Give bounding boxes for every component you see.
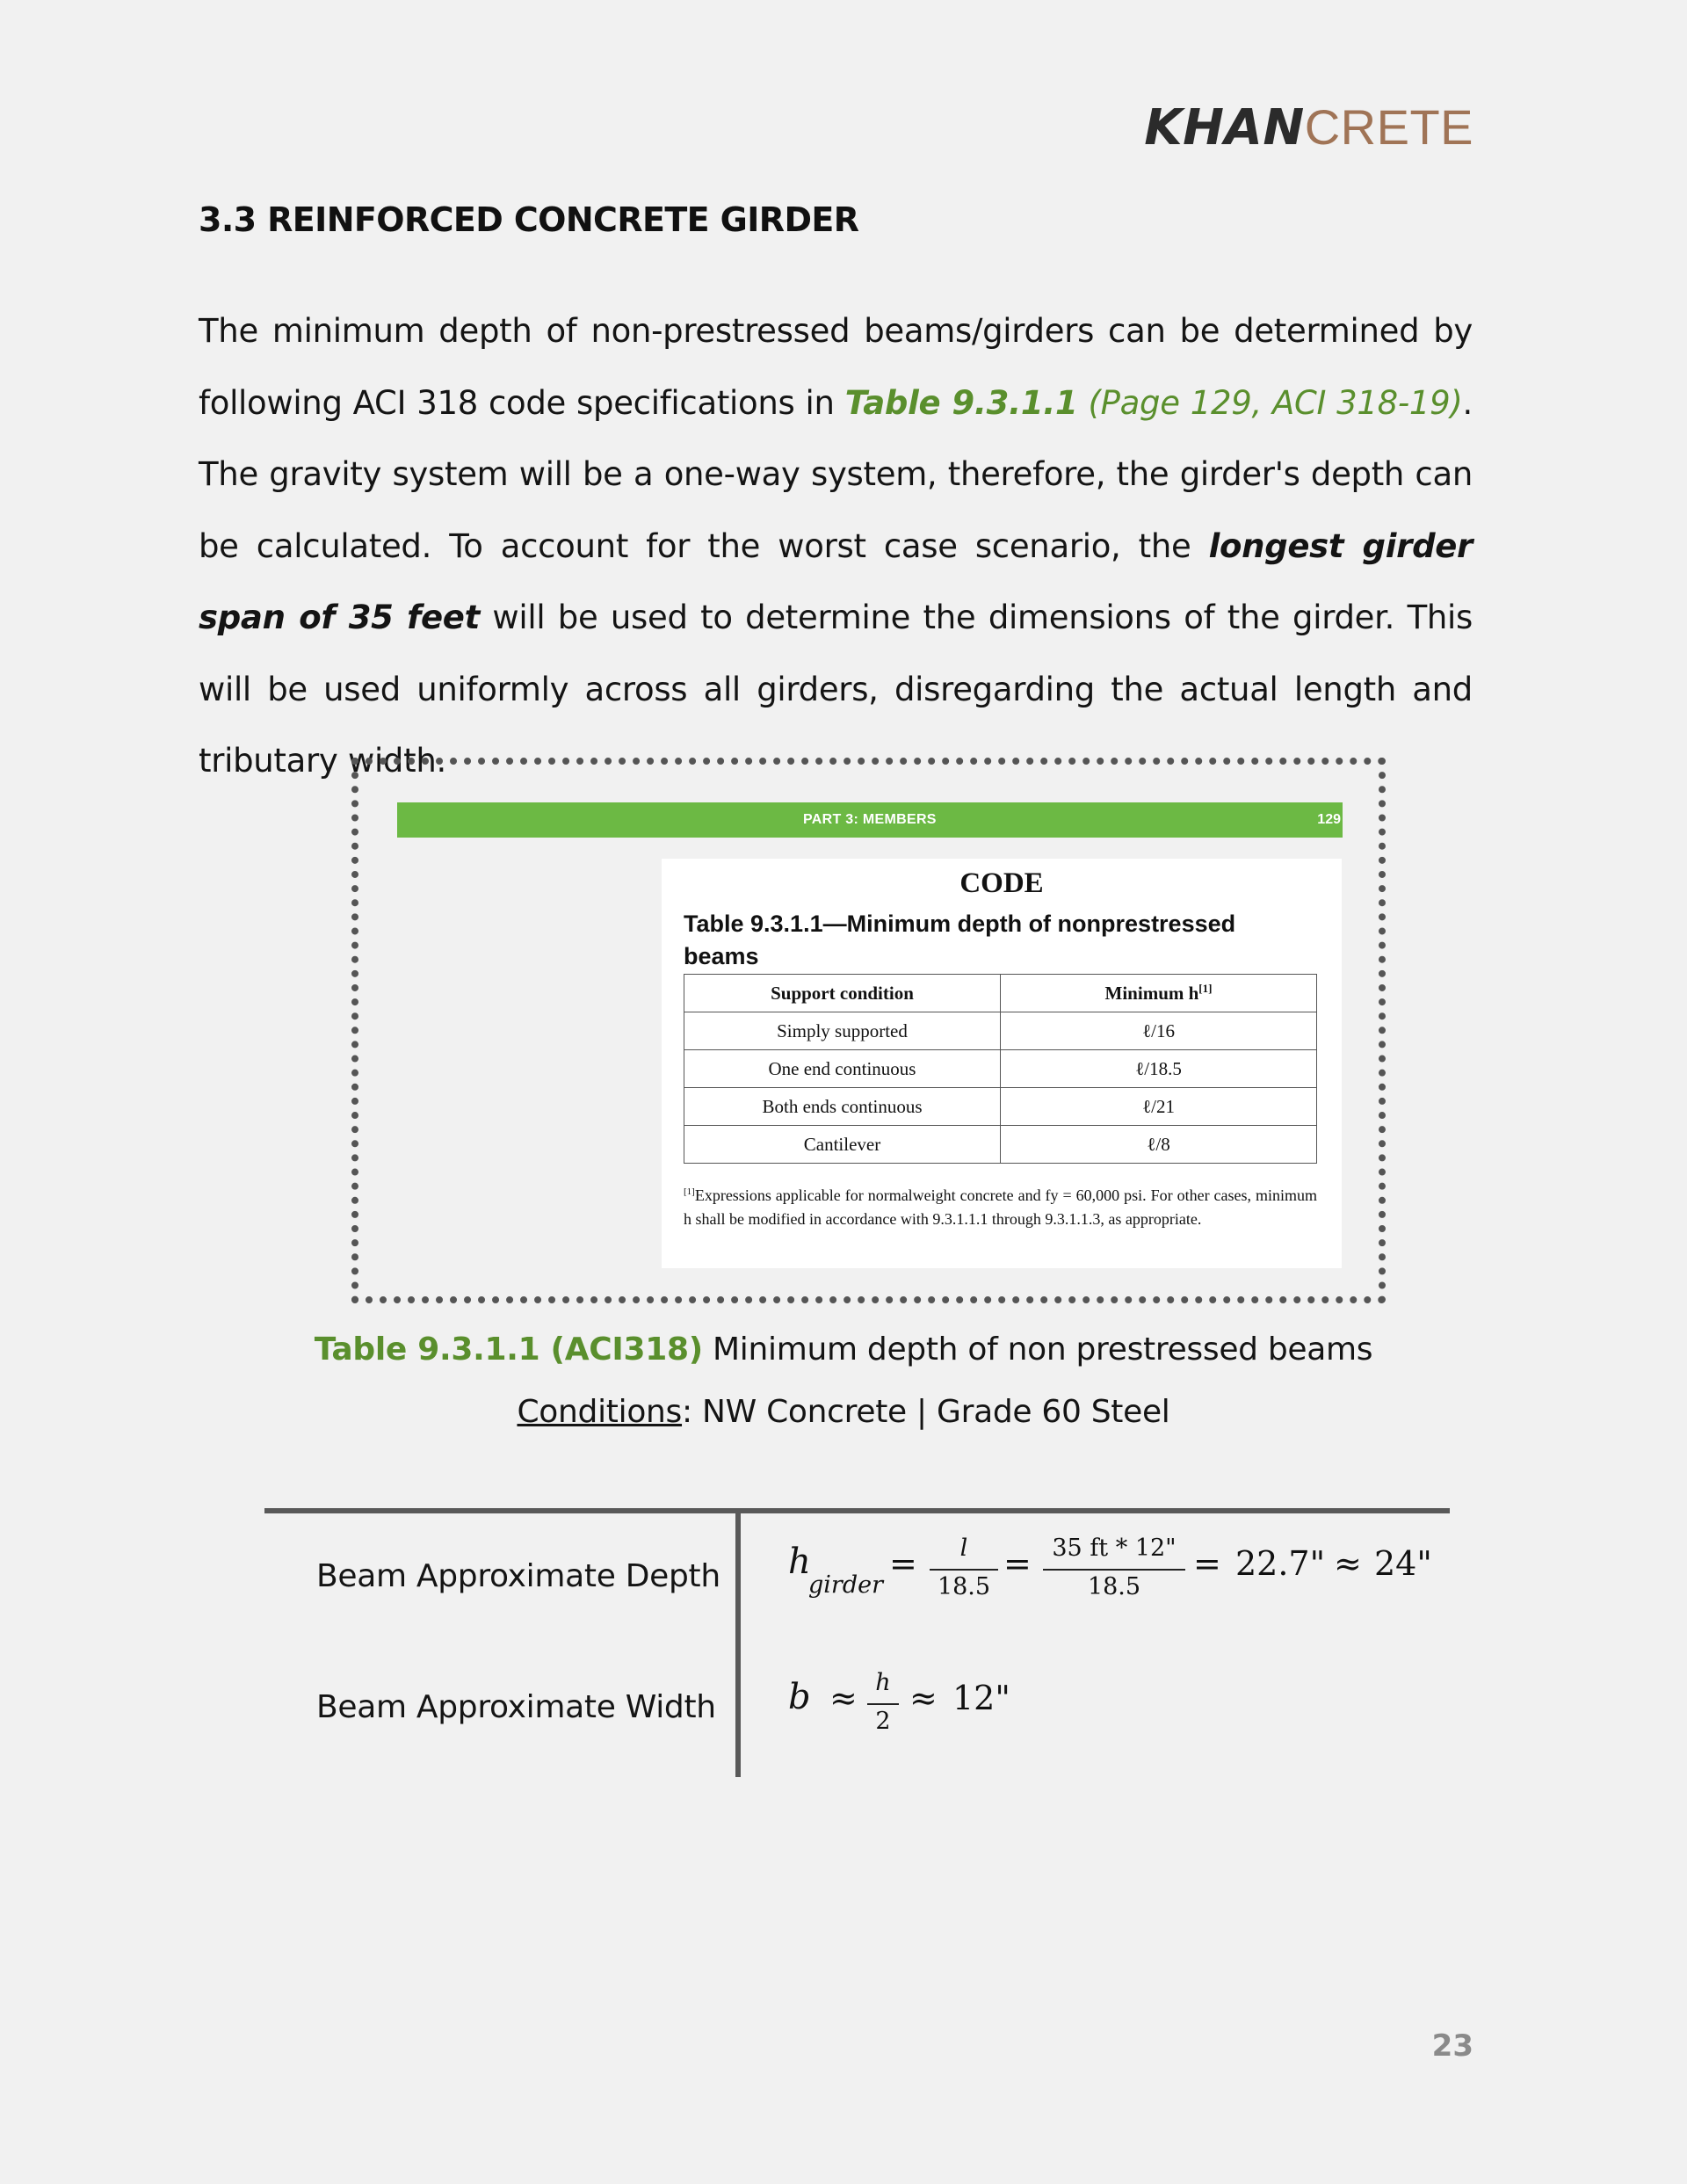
frac-h-bar: [867, 1703, 899, 1705]
aci-header-bar: [397, 802, 1343, 838]
frac1-denominator: 18.5: [937, 1573, 991, 1600]
aci-table-title: Table 9.3.1.1—Minimum depth of nonprestressed beams: [684, 911, 1236, 969]
brand-logo: [1144, 98, 1473, 156]
frac-h-numerator: h: [875, 1669, 891, 1696]
paragraph-text-2: . The gravity system will be a one-way system, therefore, the girder's depth can be calculated. To account for the worst case scenario, the: [199, 383, 1473, 565]
eq-h: h: [788, 1542, 811, 1582]
aci-code-panel: [662, 859, 1342, 1268]
table-row: [684, 1012, 1317, 1050]
body-paragraph: [199, 295, 1473, 797]
col-header-min-h: [1001, 975, 1317, 1012]
aci-page-number: 129: [1317, 812, 1341, 827]
min-h-cell: ℓ/21: [1001, 1088, 1317, 1126]
eq-approx-1: ≈: [829, 1679, 858, 1717]
table-reference: Table 9.3.1.1: [844, 383, 1078, 422]
paragraph-text-1: The minimum depth of non-prestressed beams/girders can be determined by following ACI 318 code specifications in: [199, 312, 1473, 422]
figure-caption: [0, 1331, 1687, 1368]
fraction-h-over-2: [867, 1669, 899, 1748]
aci-code-label: CODE: [959, 867, 1044, 899]
caption-label: Table 9.3.1.1 (ACI318): [314, 1331, 703, 1368]
eq-h-subscript: girder: [808, 1571, 883, 1599]
frac2-numerator: 35 ft * 12": [1052, 1535, 1177, 1562]
support-condition-cell: Both ends continuous: [684, 1088, 1001, 1126]
eq-approx-2: ≈: [909, 1679, 938, 1717]
aci-table-footnote: [684, 1180, 1317, 1231]
frac1-numerator: l: [959, 1535, 968, 1562]
eq-approx: ≈: [1334, 1544, 1362, 1583]
col-header-min-h-text: Minimum h: [1104, 983, 1199, 1004]
aci-code-excerpt: [397, 802, 1343, 1268]
min-h-cell: ℓ/18.5: [1001, 1050, 1317, 1088]
eq-b: b: [788, 1677, 811, 1717]
caption-text: Minimum depth of non prestressed beams: [702, 1331, 1373, 1368]
section-heading: 3.3 REINFORCED CONCRETE GIRDER: [199, 200, 859, 239]
emphasis-text: longest girder span of 35 feet: [199, 526, 1473, 636]
min-h-cell: ℓ/8: [1001, 1126, 1317, 1164]
frac-h-denominator: 2: [875, 1708, 891, 1735]
beam-depth-label: Beam Approximate Depth: [316, 1558, 720, 1594]
beam-width-label: Beam Approximate Width: [316, 1689, 716, 1725]
eq-rounded: 24": [1374, 1544, 1432, 1583]
fraction-l-over-18-5: [930, 1535, 998, 1614]
conditions-line: [0, 1394, 1687, 1430]
eq-equals-3: =: [1193, 1544, 1221, 1583]
table-row: [684, 1050, 1317, 1088]
frac1-bar: [930, 1569, 998, 1571]
support-condition-cell: Simply supported: [684, 1012, 1001, 1050]
fraction-35ft-over-18-5: [1043, 1535, 1185, 1614]
page-number: 23: [1431, 2028, 1473, 2064]
min-h-cell: ℓ/16: [1001, 1012, 1317, 1050]
conditions-text: : NW Concrete | Grade 60 Steel: [682, 1394, 1170, 1430]
table-header-row: [684, 975, 1317, 1012]
aci-bar-title: PART 3: MEMBERS: [803, 812, 937, 827]
paragraph-text-3: will be used to determine the dimensions of the girder. This will be used uniformly across all girders, disregarding the actual length and tributary width.: [199, 599, 1473, 780]
page-reference: (Page 129, ACI 318-19): [1077, 383, 1463, 422]
support-condition-cell: One end continuous: [684, 1050, 1001, 1088]
frac2-bar: [1043, 1569, 1185, 1571]
frac2-denominator: 18.5: [1087, 1573, 1141, 1600]
eq-equals-2: =: [1003, 1544, 1032, 1583]
footnote-text: Expressions applicable for normalweight concrete and fy = 60,000 psi. For other cases, minimum h shall be modified in accordance with 9.3.1.1.1 through 9.3.1.1.3, as appropriate.: [684, 1186, 1317, 1228]
eq-width-result: 12": [952, 1679, 1010, 1717]
conditions-label: Conditions: [517, 1394, 683, 1430]
support-condition-cell: Cantilever: [684, 1126, 1001, 1164]
calc-table-top-rule: [264, 1508, 1450, 1513]
logo-bold-text: KHAN: [1144, 99, 1305, 156]
table-row: [684, 1088, 1317, 1126]
col-header-support: Support condition: [684, 975, 1001, 1012]
table-row: [684, 1126, 1317, 1164]
logo-light-text: CRETE: [1304, 99, 1473, 155]
aci-depth-table: [684, 974, 1317, 1164]
col-header-note: [1]: [1198, 982, 1213, 995]
eq-equals-1: =: [889, 1544, 917, 1583]
eq-result: 22.7": [1235, 1544, 1326, 1583]
footnote-mark: [1]: [684, 1186, 695, 1197]
calc-table-divider: [735, 1513, 741, 1777]
